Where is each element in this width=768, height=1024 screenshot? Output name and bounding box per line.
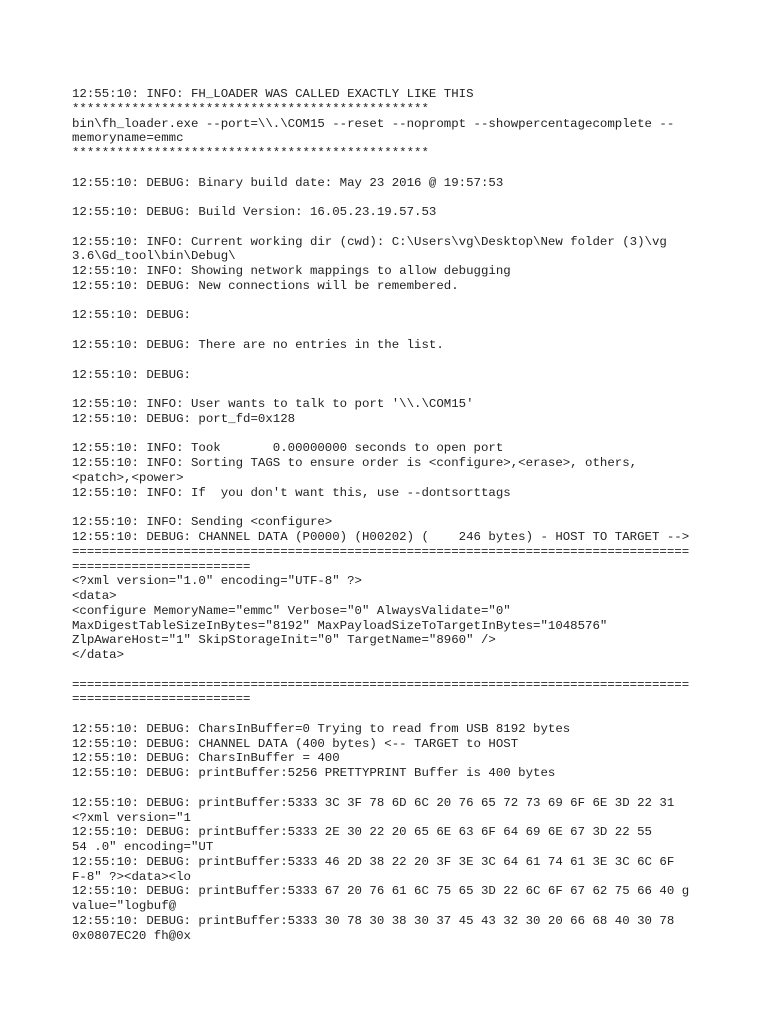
log-line xyxy=(72,294,712,309)
log-line: 12:55:10: INFO: User wants to talk to port '\\.\COM15' xyxy=(72,397,474,412)
log-line: 12:55:10: DEBUG: printBuffer:5256 PRETTYPRINT Buffer is 400 bytes xyxy=(72,766,556,781)
log-line: ======================== xyxy=(72,692,251,707)
log-line: 3.6\Gd_tool\bin\Debug\ xyxy=(72,249,236,264)
log-line: ZlpAwareHost="1" SkipStorageInit="0" TargetName="8960" /> xyxy=(72,633,496,648)
log-line xyxy=(72,353,712,368)
log-line: 12:55:10: DEBUG: CharsInBuffer=0 Trying to read from USB 8192 bytes xyxy=(72,721,571,736)
log-line: =================================================================================== xyxy=(72,677,690,692)
log-line: 12:55:10: DEBUG: CHANNEL DATA (400 bytes) <-- TARGET to HOST xyxy=(72,736,519,751)
log-line: MaxDigestTableSizeInBytes="8192" MaxPayloadSizeToTargetInBytes="1048576" xyxy=(72,618,608,633)
log-line xyxy=(72,427,712,442)
log-line: 12:55:10: INFO: Sending <configure> xyxy=(72,515,333,530)
log-line: 12:55:10: INFO: Current working dir (cwd): C:\Users\vg\Desktop\New folder (3)\vg xyxy=(72,234,667,249)
log-line xyxy=(72,323,712,338)
log-line: 12:55:10: DEBUG: xyxy=(72,308,191,323)
log-line: memoryname=emmc xyxy=(72,131,184,146)
log-line: =================================================================================== xyxy=(72,544,690,559)
log-line: 12:55:10: DEBUG: Binary build date: May 23 2016 @ 19:57:53 xyxy=(72,175,504,190)
log-line: 12:55:10: DEBUG: There are no entries in the list. xyxy=(72,338,444,353)
log-line: value="logbuf@ xyxy=(72,899,177,914)
log-line: <?xml version="1 xyxy=(72,810,191,825)
log-line: F-8" ?><data><lo xyxy=(72,869,191,884)
log-line: 12:55:10: INFO: Sorting TAGS to ensure order is <configure>,<erase>, others, xyxy=(72,456,638,471)
log-line: 12:55:10: DEBUG: CharsInBuffer = 400 xyxy=(72,751,340,766)
log-line xyxy=(72,161,712,176)
log-line xyxy=(72,707,712,722)
log-line xyxy=(72,781,712,796)
log-line: 12:55:10: DEBUG: New connections will be remembered. xyxy=(72,278,459,293)
log-line: 12:55:10: DEBUG: Build Version: 16.05.23.19.57.53 xyxy=(72,205,437,220)
log-line xyxy=(72,663,712,678)
log-line: 12:55:10: DEBUG: port_fd=0x128 xyxy=(72,411,296,426)
log-line: 12:55:10: INFO: If you don't want this, use --dontsorttags xyxy=(72,485,511,500)
log-line: 12:55:10: DEBUG: xyxy=(72,367,191,382)
log-line: <configure MemoryName="emmc" Verbose="0" AlwaysValidate="0" xyxy=(72,603,511,618)
log-line: 12:55:10: DEBUG: printBuffer:5333 2E 30 22 20 65 6E 63 6F 64 69 6E 67 3D 22 55 xyxy=(72,825,652,840)
log-line: <data> xyxy=(72,589,117,604)
log-line: ************************************************ xyxy=(72,101,429,116)
log-line: 12:55:10: DEBUG: printBuffer:5333 3C 3F 78 6D 6C 20 76 65 72 73 69 6F 6E 3D 22 31 xyxy=(72,795,675,810)
log-text xyxy=(72,87,712,943)
log-line: <?xml version="1.0" encoding="UTF-8" ?> xyxy=(72,574,362,589)
log-line: 12:55:10: INFO: Took 0.00000000 seconds to open port xyxy=(72,441,504,456)
log-line: 12:55:10: INFO: Showing network mappings to allow debugging xyxy=(72,264,511,279)
log-line: 12:55:10: DEBUG: printBuffer:5333 67 20 76 61 6C 75 65 3D 22 6C 6F 67 62 75 66 40 g xyxy=(72,884,690,899)
log-line xyxy=(72,500,712,515)
log-line: ======================== xyxy=(72,559,251,574)
log-line xyxy=(72,382,712,397)
log-line: bin\fh_loader.exe --port=\\.\COM15 --reset --noprompt --showpercentagecomplete -- xyxy=(72,116,675,131)
log-line: 12:55:10: DEBUG: printBuffer:5333 30 78 30 38 30 37 45 43 32 30 20 66 68 40 30 78 xyxy=(72,913,675,928)
log-line: ************************************************ xyxy=(72,146,429,161)
log-line: </data> xyxy=(72,648,125,663)
log-line: 12:55:10: DEBUG: CHANNEL DATA (P0000) (H00202) ( 246 bytes) - HOST TO TARGET --> xyxy=(72,529,690,544)
log-line xyxy=(72,220,712,235)
log-line xyxy=(72,190,712,205)
log-line: 0x0807EC20 fh@0x xyxy=(72,928,191,943)
log-line: 12:55:10: DEBUG: printBuffer:5333 46 2D 38 22 20 3F 3E 3C 64 61 74 61 3E 3C 6C 6F xyxy=(72,854,675,869)
log-line: 12:55:10: INFO: FH_LOADER WAS CALLED EXACTLY LIKE THIS xyxy=(72,87,474,101)
log-line: <patch>,<power> xyxy=(72,470,184,485)
log-line: 54 .0" encoding="UT xyxy=(72,840,214,855)
